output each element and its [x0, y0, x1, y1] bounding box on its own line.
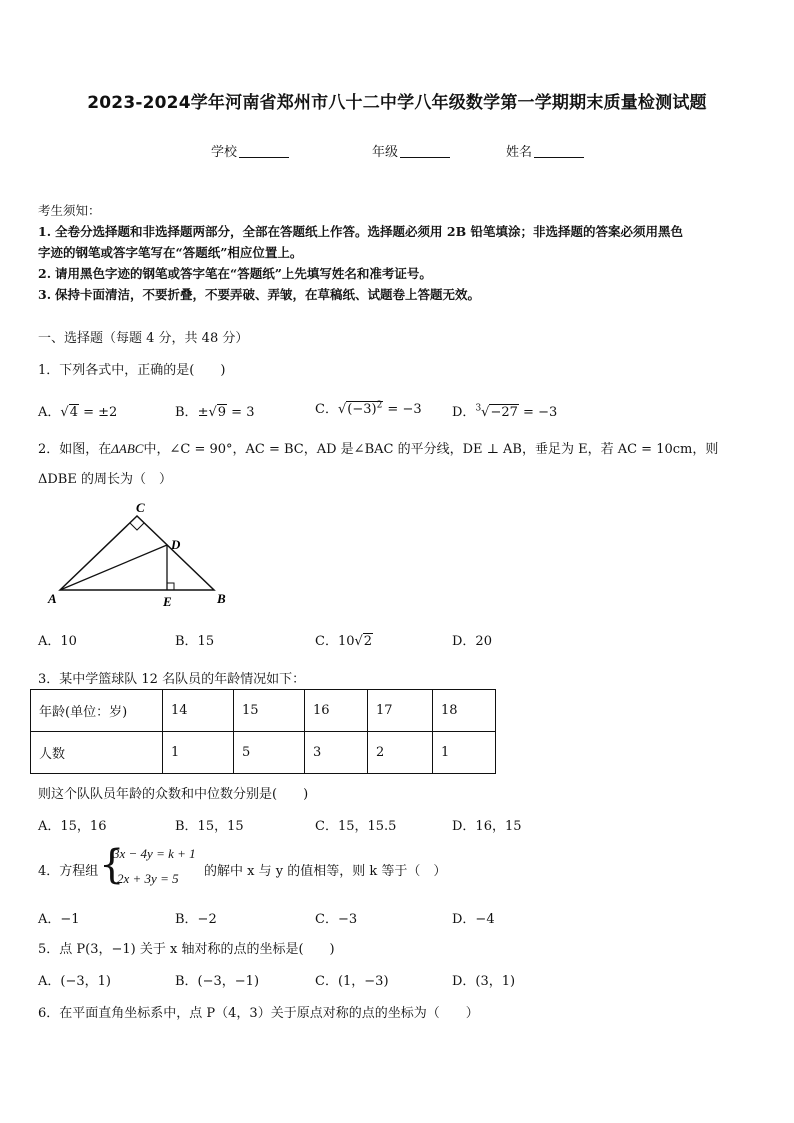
q1-c-rest: = −3 — [383, 402, 422, 417]
table-cell: 1 — [163, 732, 234, 774]
q3-option-b[interactable]: B．15，15 — [175, 819, 244, 834]
name-blank[interactable] — [534, 144, 584, 158]
q1-d-label: D． — [452, 405, 476, 420]
notice-item-1-cont — [38, 242, 302, 263]
q5-option-d[interactable]: D．(3，1) — [452, 974, 516, 989]
right-angle-mark-c — [130, 523, 144, 530]
q2-stem — [38, 438, 718, 457]
name-field[interactable] — [506, 141, 584, 160]
q1-c-exp: 2 — [376, 400, 383, 411]
q4-option-d[interactable]: D．−4 — [452, 912, 495, 927]
q2-num: 2．如图，在 — [38, 442, 112, 457]
q3-after: 则这个队队员年龄的众数和中位数分别是( ) — [38, 787, 309, 802]
q2-triangle-figure — [40, 498, 240, 613]
q4-eq2-text: 2x + 3y = 5 — [117, 871, 179, 886]
q4-option-c[interactable]: C．−3 — [315, 912, 358, 927]
notice-text-3: 保持卡面清洁，不要折叠，不要弄破、弄皱，在草稿纸、试题卷上答题无效。 — [55, 287, 481, 302]
q2-mid: 中，∠C = 90°，AC = BC，AD 是∠BAC 的平分线，DE ⊥ AB，垂足为 E，若 AC = 10cm，则 — [143, 442, 719, 457]
table-cell: 5 — [234, 732, 305, 774]
q1-c-radicand — [346, 401, 383, 417]
q4-eq2 — [117, 871, 179, 887]
q1-option-b[interactable]: B．±√9 = 3 — [175, 405, 255, 420]
q2-option-c[interactable]: C．10√2 — [315, 634, 373, 649]
table-row — [31, 732, 496, 774]
q4-option-a[interactable]: A．−1 — [38, 912, 80, 927]
q5-option-a[interactable]: A．(−3，1) — [38, 974, 111, 989]
notice-heading: 考生须知： — [38, 203, 101, 218]
q4-eq1 — [113, 846, 196, 862]
name-label: 姓名 — [506, 145, 533, 160]
table-cell: 18 — [433, 690, 496, 732]
label-c: C — [136, 500, 145, 515]
table-cell: 16 — [305, 690, 368, 732]
notice-num-2: 2. — [38, 266, 52, 281]
q1-b-pm: ± — [197, 405, 209, 420]
segment-ad — [60, 545, 167, 590]
notice-item-2 — [38, 263, 432, 284]
table-cell: 人数 — [31, 732, 163, 774]
notice-text-1b: 字迹的钢笔或答字笔写在“答题纸”相应位置上。 — [38, 245, 303, 260]
q1-b-rest: = 3 — [227, 405, 255, 420]
table-cell: 17 — [368, 690, 433, 732]
q1-c-base: (−3) — [347, 402, 377, 417]
notice-text-2: 请用黑色字迹的钢笔或答字笔在“答题纸”上先填写姓名和准考证号。 — [55, 266, 432, 281]
table-cell: 15 — [234, 690, 305, 732]
q2-option-d[interactable]: D．20 — [452, 634, 492, 649]
school-field[interactable] — [211, 141, 289, 160]
q3-option-d[interactable]: D．16，15 — [452, 819, 522, 834]
right-angle-mark-e — [167, 583, 174, 590]
label-b: B — [217, 591, 226, 606]
q1-option-d[interactable]: D．$^3$√−27 = −3 — [452, 403, 558, 420]
q4-post: 的解中 x 与 y 的值相等，则 k 等于（ ） — [204, 864, 447, 879]
q4-option-b[interactable]: B．−2 — [175, 912, 217, 927]
notice-item-1 — [38, 221, 683, 242]
school-label: 学校 — [211, 145, 238, 160]
table-row — [31, 690, 496, 732]
table-cell: 2 — [368, 732, 433, 774]
q6-stem: 6．在平面直角坐标系中，点 P（4，3）关于原点对称的点的坐标为（ ） — [38, 1006, 479, 1021]
q1-b-label: B． — [175, 405, 198, 420]
notice-text-1a: 全卷分选择题和非选择题两部分，全部在答题纸上作答。选择题必须用 2B 铅笔填涂；非选择题的答案必须用黑色 — [55, 224, 684, 239]
q5-stem: 5．点 P(3，−1) 关于 x 轴对称的点的坐标是( ) — [38, 942, 335, 957]
q2-option-b[interactable]: B．15 — [175, 634, 215, 649]
school-blank[interactable] — [239, 144, 289, 158]
notice-num-1: 1. — [38, 224, 52, 239]
q3-stem: 3．某中学篮球队 12 名队员的年龄情况如下： — [38, 672, 306, 687]
q2-stem-line2: ΔDBE 的周长为（ ） — [38, 472, 172, 487]
q1-a-label: A． — [38, 405, 61, 420]
label-a: A — [48, 591, 57, 606]
q5-option-b[interactable]: B．(−3，−1) — [175, 974, 260, 989]
table-cell: 3 — [305, 732, 368, 774]
system-brace: { — [99, 842, 125, 888]
q1-d-rest: = −3 — [518, 405, 558, 420]
q4-pre: 4．方程组 — [38, 864, 99, 879]
q2-c-radicand: 2 — [363, 634, 373, 649]
q1-d-radicand: −27 — [490, 405, 518, 420]
q1-option-c[interactable]: C．$√(-3)^2 = -3$ — [315, 400, 422, 417]
q1-stem: 1．下列各式中，正确的是( ) — [38, 363, 226, 378]
q1-option-a[interactable]: A．√4 = ±2 — [38, 405, 118, 420]
grade-field[interactable] — [372, 141, 450, 160]
label-e: E — [163, 594, 172, 609]
q2-triangle: ΔABC — [111, 441, 144, 456]
page-title: 2023-2024学年河南省郑州市八十二中学八年级数学第一学期期末质量检测试题 — [87, 93, 707, 113]
q1-c-label: C． — [315, 402, 338, 417]
q2-c-label: C．10 — [315, 634, 355, 649]
notice-num-3: 3. — [38, 287, 52, 302]
q3-option-c[interactable]: C．15，15.5 — [315, 819, 397, 834]
q2-option-a[interactable]: A．10 — [38, 634, 77, 649]
age-table — [30, 689, 496, 774]
table-cell: 1 — [433, 732, 496, 774]
notice-item-3 — [38, 284, 480, 305]
q1-d-index: 3 — [475, 403, 482, 414]
table-cell: 年龄(单位：岁) — [31, 690, 163, 732]
q5-option-c[interactable]: C．(1，−3) — [315, 974, 389, 989]
q4-eq1-text: 3x − 4y = k + 1 — [113, 846, 196, 861]
label-d: D — [171, 537, 181, 552]
q3-option-a[interactable]: A．15，16 — [38, 819, 107, 834]
grade-label: 年级 — [372, 145, 399, 160]
section-heading: 一、选择题（每题 4 分，共 48 分） — [38, 331, 249, 346]
grade-blank[interactable] — [400, 144, 450, 158]
q1-a-rest: = ±2 — [78, 405, 118, 420]
table-cell: 14 — [163, 690, 234, 732]
triangle-abc — [60, 516, 214, 590]
q1-a-radicand: 4 — [69, 405, 78, 420]
q1-b-radicand: 9 — [217, 405, 227, 420]
